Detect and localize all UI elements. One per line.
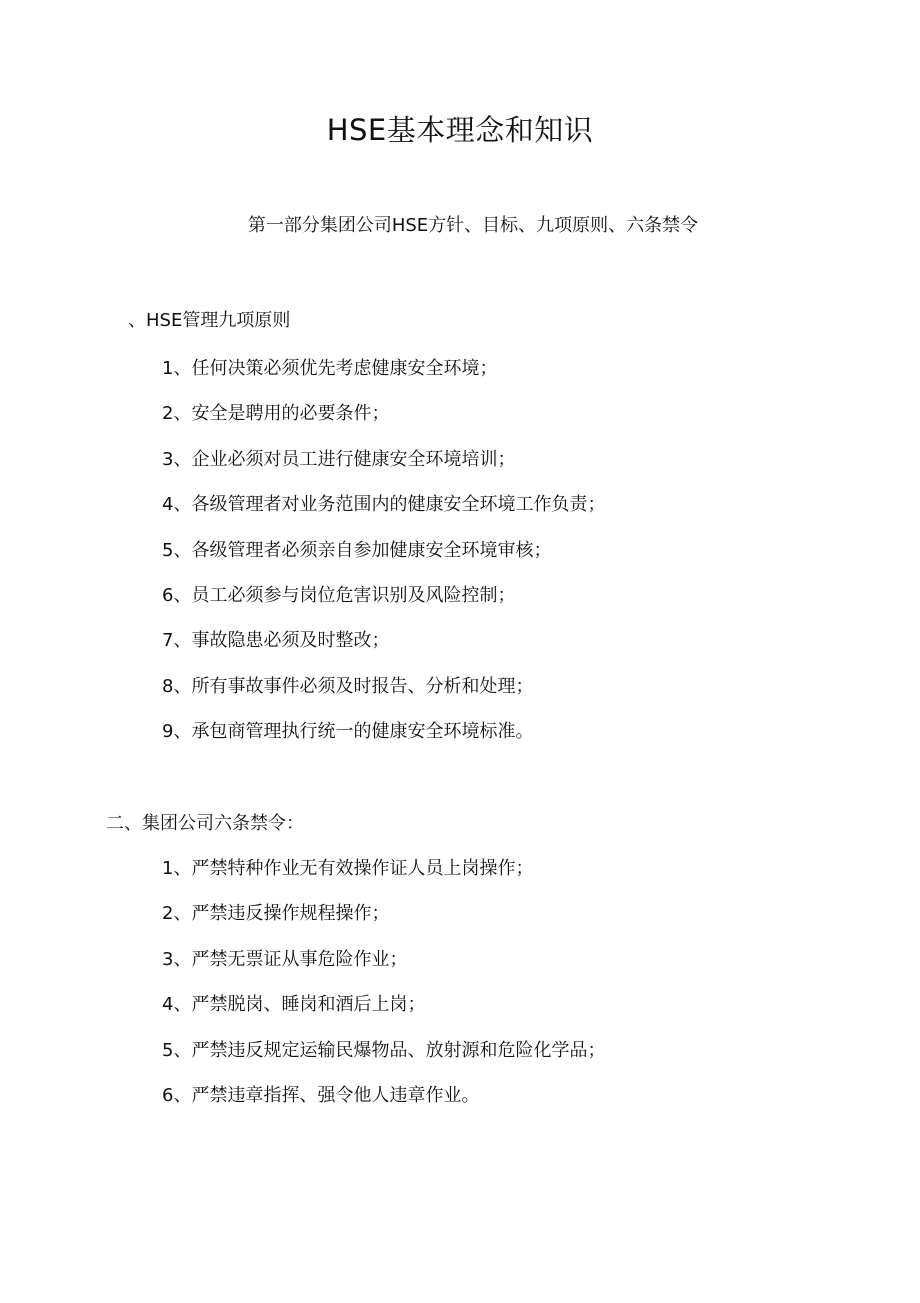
six-prohibitions-list (162, 855, 605, 1127)
list-item: 5、严禁违反规定运输民爆物品、放射源和危险化学品； (162, 1039, 606, 1061)
list-item: 2、安全是聘用的必要条件； (162, 403, 390, 425)
list-item: 5、各级管理者必须亲自参加健康安全环境审核； (162, 539, 552, 561)
list-item: 7、事故隐患必须及时整改； (162, 630, 390, 652)
document-subtitle: 第一部分集团公司HSE方针、目标、九项原则、六条禁令 (247, 215, 699, 236)
list-item: 2、严禁违反操作规程操作； (162, 903, 390, 925)
list-item: 1、严禁特种作业无有效操作证人员上岗操作； (162, 858, 534, 879)
list-item: 3、严禁无票证从事危险作业； (162, 948, 408, 970)
list-item: 1、任何决策必须优先考虑健康安全环境； (162, 358, 498, 379)
document-title: HSE基本理念和知识 (326, 113, 594, 147)
section-heading-six-prohibitions: 二、集团公司六条禁令： (106, 813, 304, 834)
list-item: 8、所有事故事件必须及时报告、分析和处理； (162, 675, 534, 697)
list-item: 6、严禁违章指挥、强令他人违章作业。 (162, 1084, 480, 1106)
list-item: 4、各级管理者对业务范围内的健康安全环境工作负责； (162, 494, 606, 516)
list-item: 9、承包商管理执行统一的健康安全环境标准。 (162, 721, 534, 743)
list-item: 6、员工必须参与岗位危害识别及风险控制； (162, 584, 516, 606)
section-heading-nine-principles: 、HSE管理九项原则 (128, 310, 291, 331)
list-item: 4、严禁脱岗、睡岗和酒后上岗； (162, 994, 426, 1016)
nine-principles-list (162, 355, 605, 764)
list-item: 3、企业必须对员工进行健康安全环境培训； (162, 448, 516, 470)
